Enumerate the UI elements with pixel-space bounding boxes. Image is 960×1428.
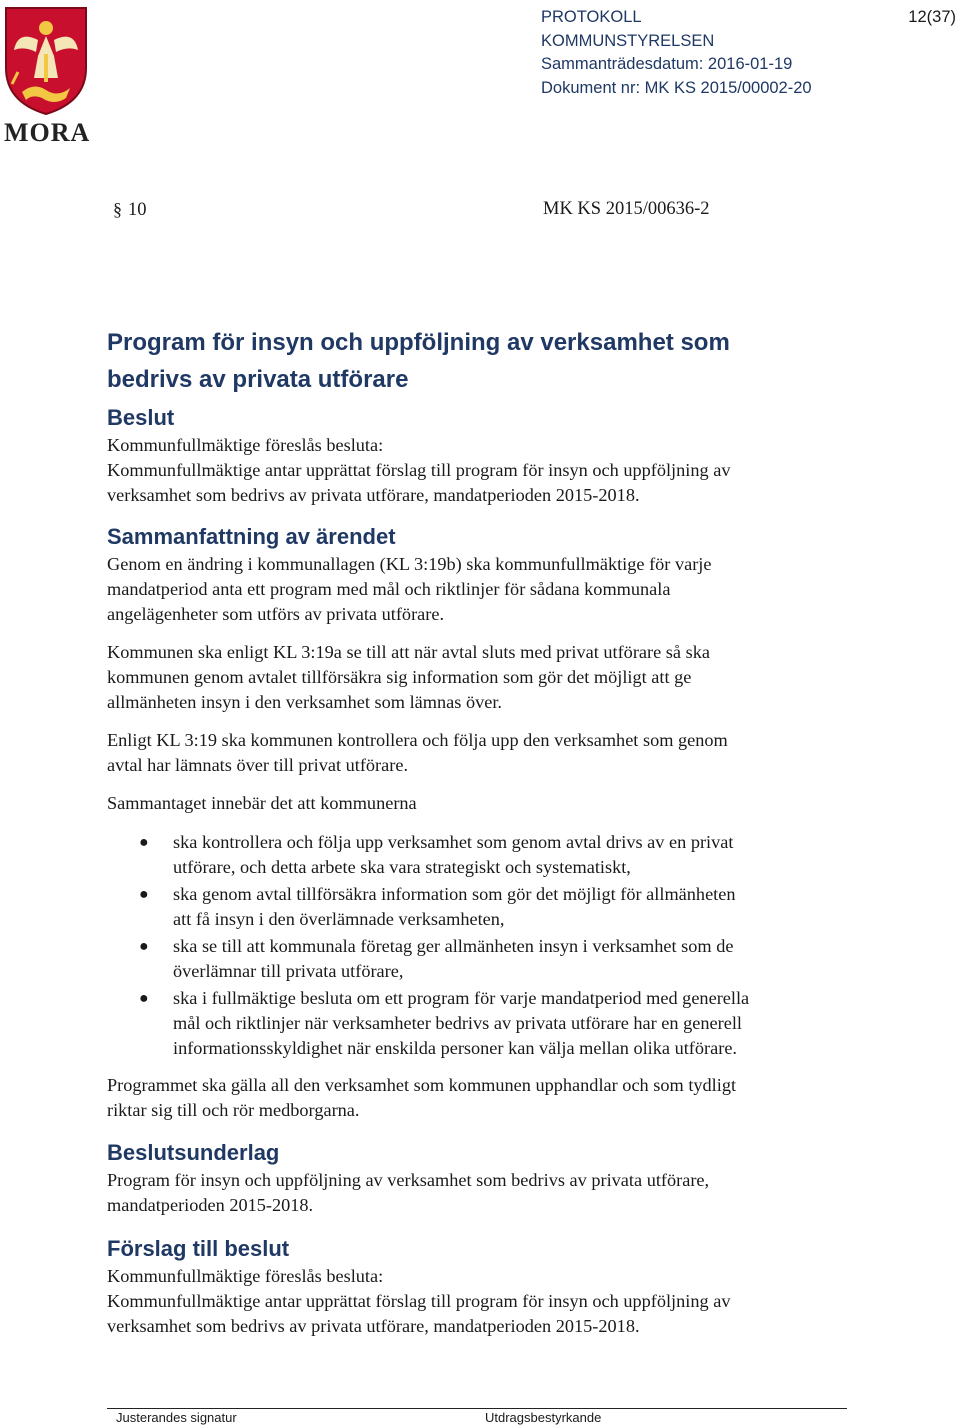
text-line: ska kontrollera och följa upp verksamhet som genom avtal drivs av en privat	[173, 832, 734, 852]
section-heading-beslut: Beslut	[107, 405, 175, 430]
beslut-text	[107, 433, 847, 508]
bullet-icon: ●	[139, 938, 149, 955]
page-number: 12(37)	[908, 8, 956, 26]
text-line: angelägenheter som utförs av privata utförare.	[107, 604, 445, 624]
text-line: kommunen genom avtalet tillförsäkra sig information som gör det möjligt att ge	[107, 667, 692, 687]
summary-paragraph-3	[107, 728, 847, 778]
text-line: Kommunfullmäktige antar upprättat förslag till program för insyn och uppföljning av	[107, 1291, 731, 1311]
summary-bullet-list	[107, 830, 847, 1061]
header-document-number: Dokument nr: MK KS 2015/00002-20	[541, 78, 812, 97]
text-line: mål och riktlinjer när verksamheter bedrivs av privata utförare har en generell	[173, 1013, 743, 1033]
text-line: ska se till att kommunala företag ger allmänheten insyn i verksamhet som de	[173, 936, 734, 956]
document-body	[107, 324, 847, 1339]
text-line: Program för insyn och uppföljning av verksamhet som bedrivs av privata utförare,	[107, 1170, 710, 1190]
bullet-icon: ●	[139, 834, 149, 851]
page-title	[107, 324, 847, 398]
text-line: Programmet ska gälla all den verksamhet som kommunen upphandlar och som tydligt	[107, 1075, 737, 1095]
text-line: avtal har lämnats över till privat utförare.	[107, 755, 409, 775]
summary-paragraph-4: Sammantaget innebär det att kommunerna	[107, 793, 417, 813]
text-line: att få insyn i den överlämnade verksamheten,	[173, 909, 505, 929]
document-header	[541, 6, 812, 100]
beslutsunderlag-text	[107, 1168, 847, 1218]
forslag-text	[107, 1264, 847, 1339]
text-line: Enligt KL 3:19 ska kommunen kontrollera och följa upp den verksamhet som genom	[107, 730, 728, 750]
section-heading-sammanfattning: Sammanfattning av ärendet	[107, 524, 396, 549]
header-committee: KOMMUNSTYRELSEN	[541, 31, 715, 50]
text-line: verksamhet som bedrivs av privata utförare, mandatperioden 2015-2018.	[107, 1316, 640, 1336]
text-line: Kommunfullmäktige föreslås besluta:	[107, 435, 384, 455]
paragraph-row	[113, 196, 733, 223]
summary-paragraph-1	[107, 552, 847, 627]
text-line: riktar sig till och rör medborgarna.	[107, 1100, 360, 1120]
text-line: Kommunfullmäktige antar upprättat förslag till program för insyn och uppföljning av	[107, 460, 731, 480]
section-heading-beslutsunderlag: Beslutsunderlag	[107, 1140, 280, 1165]
bullet-icon: ●	[139, 886, 149, 903]
section-symbol: §	[113, 199, 122, 219]
summary-paragraph-2	[107, 640, 847, 715]
footer-divider	[107, 1408, 847, 1409]
list-item	[107, 830, 847, 880]
summary-paragraph-5	[107, 1073, 847, 1123]
footer-signature-label: Justerandes signatur	[116, 1410, 237, 1425]
list-item	[107, 882, 847, 932]
list-item	[107, 934, 847, 984]
text-line: Kommunen ska enligt KL 3:19a se till att när avtal sluts med privat utförare så ska	[107, 642, 710, 662]
text-line: Kommunfullmäktige föreslås besluta:	[107, 1266, 384, 1286]
case-reference: MK KS 2015/00636-2	[543, 199, 710, 219]
coat-of-arms-icon	[4, 6, 88, 116]
text-line: ska genom avtal tillförsäkra information som gör det möjligt för allmänheten	[173, 884, 736, 904]
title-line: Program för insyn och uppföljning av verksamhet som	[107, 329, 730, 356]
text-line: verksamhet som bedrivs av privata utförare, mandatperioden 2015-2018.	[107, 485, 640, 505]
section-heading-forslag: Förslag till beslut	[107, 1236, 290, 1261]
text-line: informationsskyldighet när enskilda personer kan välja mellan olika utförare.	[173, 1038, 738, 1058]
text-line: mandatperioden 2015-2018.	[107, 1195, 314, 1215]
logo-wordmark: MORA	[4, 118, 91, 147]
bullet-icon: ●	[139, 990, 149, 1007]
text-line: ska i fullmäktige besluta om ett program för varje mandatperiod med generella	[173, 988, 750, 1008]
title-line: bedrivs av privata utförare	[107, 366, 409, 393]
text-line: utförare, och detta arbete ska vara strategiskt och systematiskt,	[173, 857, 631, 877]
footer-certification-label: Utdragsbestyrkande	[485, 1410, 602, 1425]
paragraph-number: 10	[128, 200, 147, 220]
text-line: mandatperiod anta ett program med mål och riktlinjer för sådana kommunala	[107, 579, 671, 599]
list-item	[107, 986, 847, 1061]
header-protocol: PROTOKOLL	[541, 8, 642, 26]
header-meeting-date: Sammanträdesdatum: 2016-01-19	[541, 55, 793, 73]
text-line: allmänheten insyn i den verksamhet som lämnas över.	[107, 692, 502, 712]
text-line: Genom en ändring i kommunallagen (KL 3:19b) ska kommunfullmäktige för varje	[107, 554, 712, 574]
text-line: överlämnar till privata utförare,	[173, 961, 404, 981]
mora-coat-of-arms-logo	[4, 6, 91, 147]
